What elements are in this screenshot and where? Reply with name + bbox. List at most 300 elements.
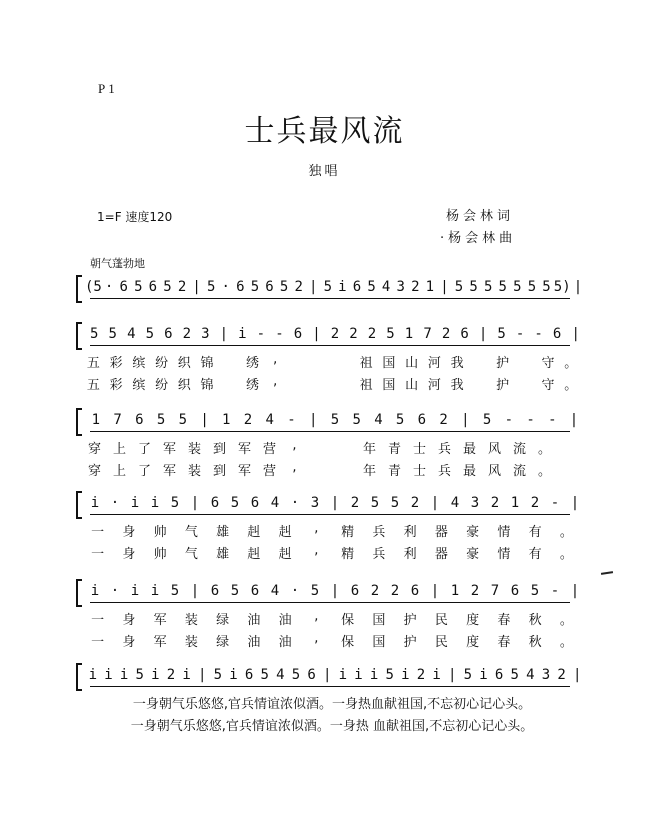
lyric-char: [218, 374, 241, 393]
barline: |: [447, 667, 457, 683]
page-number: P1: [98, 81, 118, 96]
note: 4: [127, 326, 136, 342]
lyric-char: 军: [237, 442, 251, 457]
lyric-char: 赳: [278, 547, 292, 562]
note: 5: [90, 326, 99, 342]
lyric-char: 最: [462, 464, 476, 479]
lyric-char: 情: [497, 547, 511, 562]
note: 4: [265, 412, 274, 428]
note: 5: [260, 667, 269, 683]
lyric-char: ,: [314, 521, 319, 536]
note: 5: [390, 495, 400, 511]
lyric-char: 兵: [372, 525, 386, 540]
lyric-char: [287, 352, 310, 371]
lyric-char: 山: [405, 378, 419, 393]
lyric-char: 到: [212, 442, 226, 457]
note: i: [90, 583, 100, 599]
lyric-char: 军: [237, 464, 251, 479]
note: 5: [510, 667, 519, 683]
lyric-char: 河: [427, 356, 441, 371]
note: i: [151, 667, 160, 683]
note: i: [238, 326, 247, 342]
lyric-char: 流: [512, 464, 526, 479]
lyric-char: 保: [341, 635, 355, 650]
lyric-char: 身: [122, 635, 136, 650]
note: i: [90, 495, 100, 511]
lyric-char: 军: [153, 613, 167, 628]
lyric-char: 了: [137, 442, 151, 457]
note: 6: [350, 583, 360, 599]
lyric-char: 雄: [216, 525, 230, 540]
lyric-char: 到: [212, 464, 226, 479]
lyric-char: 纷: [155, 356, 169, 371]
lyric-char: [309, 374, 332, 393]
expression-mark: 朝气蓬勃地: [90, 257, 145, 270]
lyric-char: 我: [450, 378, 464, 393]
note: 5: [213, 667, 223, 683]
lyric-char: ,: [273, 352, 278, 367]
note: 5: [206, 279, 216, 295]
lyric-char: 春: [497, 613, 511, 628]
barline: |: [200, 412, 209, 428]
note: 2: [557, 667, 566, 683]
note: 5: [454, 279, 464, 295]
note: -: [287, 412, 296, 428]
composer-credit: ·杨会林曲: [440, 231, 517, 246]
lyric-char: [218, 352, 241, 371]
lyric-char: [557, 438, 582, 457]
note: i: [479, 667, 488, 683]
note: 1: [450, 583, 460, 599]
note: ·: [221, 279, 230, 295]
note: 2: [490, 495, 500, 511]
lyric-char: 织: [177, 378, 191, 393]
system-bracket: [76, 663, 82, 691]
note: 5): [553, 279, 571, 295]
note: i: [338, 279, 347, 295]
lyric-char: 民: [434, 613, 448, 628]
system-bracket: [76, 322, 82, 350]
lyric-char: 有: [528, 525, 542, 540]
note: 5: [279, 279, 289, 295]
lyric-line: [82, 609, 582, 628]
note: -: [550, 583, 560, 599]
note: 5: [370, 495, 380, 511]
lyric-char: 度: [466, 635, 480, 650]
lyric-char: 雄: [216, 547, 230, 562]
notation-row: [85, 279, 585, 295]
note: 4: [450, 495, 460, 511]
notation-row: [85, 326, 585, 342]
beam-line: [90, 514, 570, 515]
lyric-char: 。: [559, 547, 573, 562]
note: 4: [270, 495, 280, 511]
note: 2: [441, 326, 451, 342]
lyric-char: [332, 438, 357, 457]
note: 2: [177, 279, 187, 295]
note: i: [432, 667, 441, 683]
barline: |: [461, 412, 470, 428]
lyric-char: 度: [466, 613, 480, 628]
note: 1: [404, 326, 414, 342]
note: ·: [104, 279, 114, 295]
lyric-char: 缤: [132, 356, 146, 371]
lyric-char: 河: [427, 378, 441, 393]
note: i: [229, 667, 238, 683]
note: -: [256, 326, 266, 342]
note: (5: [85, 279, 102, 295]
lyric-char: 气: [184, 525, 198, 540]
lyric-char: 缤: [132, 378, 146, 393]
note: 6: [236, 279, 245, 295]
barline: |: [219, 326, 229, 342]
lyric-char: 年: [362, 464, 376, 479]
lyric-line: [82, 631, 582, 650]
lyric-char: 油: [278, 613, 292, 628]
song-subtitle: 独唱: [308, 164, 341, 179]
barline: |: [570, 495, 580, 511]
lyric-char: 我: [450, 356, 464, 371]
lyric-char: 器: [434, 547, 448, 562]
note: i: [150, 495, 160, 511]
note: 2: [350, 495, 360, 511]
note: 5: [291, 667, 301, 683]
note: i: [338, 667, 348, 683]
lyric-char: 风: [487, 442, 501, 457]
note: 5: [497, 326, 506, 342]
note: 4: [276, 667, 285, 683]
note: 5: [352, 412, 361, 428]
lyric-line: [82, 438, 582, 457]
lyric-char: 。: [537, 442, 551, 457]
lyric-char: 青: [387, 464, 401, 479]
note: 5: [395, 412, 405, 428]
system-bracket: [76, 275, 82, 303]
lyric-char: 油: [278, 635, 292, 650]
lyric-char: 军: [162, 442, 176, 457]
lyric-char: 织: [177, 356, 191, 371]
note: i: [130, 583, 140, 599]
note: 1: [222, 412, 231, 428]
note: 3: [470, 495, 480, 511]
lyric-char: [287, 374, 310, 393]
lyric-char: ,: [314, 609, 319, 624]
note: 2: [367, 326, 377, 342]
note: 1: [91, 412, 101, 428]
note: 2: [166, 667, 176, 683]
note: 5: [483, 279, 493, 295]
note: ·: [110, 583, 120, 599]
note: i: [104, 667, 113, 683]
lyric-char: 绣: [246, 378, 260, 393]
note: 4: [270, 583, 280, 599]
lyric-char: ,: [292, 460, 297, 475]
lyric-char: 护: [496, 378, 510, 393]
lyric-char: 国: [382, 356, 396, 371]
lyric-char: 春: [497, 635, 511, 650]
note: 2: [330, 326, 340, 342]
lyric-char: 兵: [372, 547, 386, 562]
lyric-char: 精: [341, 547, 355, 562]
barline: |: [569, 412, 579, 428]
lyric-char: 国: [382, 378, 396, 393]
note: 6: [210, 583, 220, 599]
note: 5: [163, 279, 172, 295]
notation-row: [85, 583, 585, 599]
note: 2: [410, 495, 420, 511]
barline: |: [192, 279, 201, 295]
lyric-char: 。: [559, 635, 573, 650]
lyric-char: 装: [187, 464, 201, 479]
lyric-char: 。: [537, 464, 551, 479]
note: 5: [469, 279, 478, 295]
note: 6: [250, 495, 260, 511]
note: 5: [527, 279, 537, 295]
note: 5: [482, 412, 492, 428]
lyric-char: 锦: [200, 356, 214, 371]
beam-line: [90, 431, 570, 432]
barline: |: [309, 279, 318, 295]
lyric-char: 护: [403, 613, 417, 628]
note: 5: [385, 667, 394, 683]
barline: |: [190, 495, 200, 511]
note: 6: [410, 583, 420, 599]
lyric-char: 装: [184, 635, 198, 650]
note: 6: [552, 326, 562, 342]
note: 2: [390, 583, 400, 599]
note: i: [182, 667, 191, 683]
beam-line: [90, 298, 570, 299]
lyric-char: 器: [434, 525, 448, 540]
note: 4: [526, 667, 535, 683]
lyric-char: 山: [405, 356, 419, 371]
note: 6: [307, 667, 316, 683]
song-title: 士兵最风流: [244, 114, 405, 149]
barline: |: [190, 583, 200, 599]
lyric-char: 赳: [247, 547, 261, 562]
note: 4: [381, 279, 391, 295]
lyric-char: 利: [403, 525, 417, 540]
note: ·: [110, 495, 120, 511]
system-bracket: [76, 579, 82, 607]
note: i: [369, 667, 379, 683]
lyric-char: 军: [153, 635, 167, 650]
lyric-char: 了: [137, 464, 151, 479]
note: 6: [164, 326, 173, 342]
note: 5: [178, 412, 188, 428]
note: 6: [417, 412, 427, 428]
note: 5: [145, 326, 155, 342]
beam-line: [90, 345, 570, 346]
lyric-char: 五: [86, 356, 100, 371]
lyric-char: 守: [541, 378, 555, 393]
lyric-char: 士: [412, 442, 426, 457]
note: -: [275, 326, 284, 342]
note: 5: [542, 279, 551, 295]
lyric-char: [307, 460, 332, 479]
note: 5: [170, 583, 180, 599]
lyric-char: 秋: [528, 613, 542, 628]
lyric-char: 一: [91, 635, 105, 650]
note: 5: [170, 495, 180, 511]
barline: |: [197, 667, 207, 683]
note: 5: [530, 583, 540, 599]
lyric-char: 气: [184, 547, 198, 562]
barline: |: [572, 667, 582, 683]
barline: |: [308, 412, 318, 428]
barline: |: [440, 279, 449, 295]
barline: |: [571, 326, 580, 342]
note: 6: [210, 495, 220, 511]
barline: |: [478, 326, 488, 342]
lyric-line: [82, 374, 582, 393]
note: 6: [244, 667, 254, 683]
note: 6: [119, 279, 128, 295]
lyric-char: 彩: [109, 378, 123, 393]
barline: |: [330, 583, 340, 599]
lyric-char: ,: [314, 543, 319, 558]
lyric-char: 营: [262, 442, 276, 457]
barline: |: [330, 495, 340, 511]
lyric-char: [309, 352, 332, 371]
lyric-char: 精: [341, 525, 355, 540]
lyric-char: [332, 374, 355, 393]
note: 5: [250, 279, 260, 295]
notation-row: [85, 667, 585, 683]
lyric-char: 绣: [246, 356, 260, 371]
note: 2: [243, 412, 253, 428]
lyric-char: ,: [314, 631, 319, 646]
lyric-char: ,: [292, 438, 297, 453]
lyric-char: 风: [487, 464, 501, 479]
note: 2: [470, 583, 480, 599]
lyric-char: 流: [512, 442, 526, 457]
barline: |: [322, 667, 332, 683]
lyric-char: 锦: [200, 378, 214, 393]
lyric-char: 油: [247, 613, 261, 628]
lyric-char: 兵: [437, 464, 451, 479]
lyric-char: 。: [564, 378, 578, 393]
note: -: [515, 326, 525, 342]
note: 5: [108, 326, 117, 342]
lyric-char: 保: [341, 613, 355, 628]
lyric-char: 豪: [466, 547, 480, 562]
lyric-char: 帅: [153, 525, 167, 540]
note: 7: [113, 412, 122, 428]
note: i: [88, 667, 98, 683]
barline: |: [573, 279, 583, 295]
note: i: [354, 667, 363, 683]
lyric-char: 身: [122, 613, 136, 628]
lyric-char: 赳: [278, 525, 292, 540]
lyric-char: 一: [91, 525, 105, 540]
note: 6: [460, 326, 469, 342]
note: -: [526, 412, 535, 428]
lyric-char: 上: [112, 464, 126, 479]
lyric-char: [468, 352, 491, 371]
lyric-char: [468, 374, 491, 393]
note: 7: [490, 583, 500, 599]
lyric-char: 五: [86, 378, 100, 393]
lyric-char: 绿: [216, 613, 230, 628]
lyric-line: [82, 693, 582, 712]
lyric-char: 。: [559, 613, 573, 628]
note: 1: [425, 279, 435, 295]
note: 5: [230, 495, 240, 511]
note: 5: [463, 667, 473, 683]
lyric-char: 绿: [216, 635, 230, 650]
barline: |: [312, 326, 321, 342]
lyric-char: 。: [559, 525, 573, 540]
note: 3: [541, 667, 551, 683]
lyric-char: 秋: [528, 635, 542, 650]
lyric-char: 纷: [155, 378, 169, 393]
lyric-char: 穿: [87, 442, 101, 457]
note: 5: [498, 279, 507, 295]
notation-row: [85, 495, 585, 511]
lyric-line: [82, 352, 582, 371]
note: -: [534, 326, 543, 342]
lyric-char: 祖: [359, 378, 373, 393]
lyric-char: 豪: [466, 525, 480, 540]
note: 5: [156, 412, 166, 428]
lyric-char: 装: [187, 442, 201, 457]
lyric-char: 装: [184, 613, 198, 628]
note: i: [119, 667, 129, 683]
lyric-char: 一: [91, 547, 105, 562]
lyric-char: [514, 352, 537, 371]
note: 5: [323, 279, 333, 295]
note: 5: [330, 412, 340, 428]
system-bracket: [76, 491, 82, 519]
lyric-char: 祖: [359, 356, 373, 371]
lyric-char: 一身朝气乐悠悠,官兵情谊浓似酒。一身热血献祖国,不忘初心记心头。: [132, 697, 532, 712]
lyricist-credit: 杨会林词: [446, 209, 515, 224]
lyric-char: 年: [362, 442, 376, 457]
note: 2: [416, 667, 426, 683]
note: ·: [290, 583, 300, 599]
key-tempo: 1=F 速度120: [97, 210, 173, 224]
lyric-char: 守: [541, 356, 555, 371]
stray-mark: [601, 571, 613, 575]
note: 3: [396, 279, 405, 295]
note: 6: [352, 279, 362, 295]
lyric-char: 最: [462, 442, 476, 457]
note: i: [130, 495, 140, 511]
lyric-char: 彩: [109, 356, 123, 371]
lyric-char: 民: [434, 635, 448, 650]
note: 2: [370, 583, 380, 599]
lyric-char: 一: [91, 613, 105, 628]
note: 2: [439, 412, 448, 428]
lyric-char: 有: [528, 547, 542, 562]
lyric-char: 兵: [437, 442, 451, 457]
note: 6: [148, 279, 158, 295]
note: i: [150, 583, 160, 599]
note: 5: [310, 583, 320, 599]
note: 1: [510, 495, 520, 511]
note: ·: [290, 495, 300, 511]
beam-line: [90, 686, 570, 687]
lyric-line: [82, 521, 582, 540]
lyric-char: 士: [412, 464, 426, 479]
note: -: [504, 412, 514, 428]
lyric-char: ,: [273, 374, 278, 389]
lyric-char: 青: [387, 442, 401, 457]
note: 6: [510, 583, 520, 599]
note: 6: [250, 583, 260, 599]
lyric-char: 。: [564, 356, 578, 371]
